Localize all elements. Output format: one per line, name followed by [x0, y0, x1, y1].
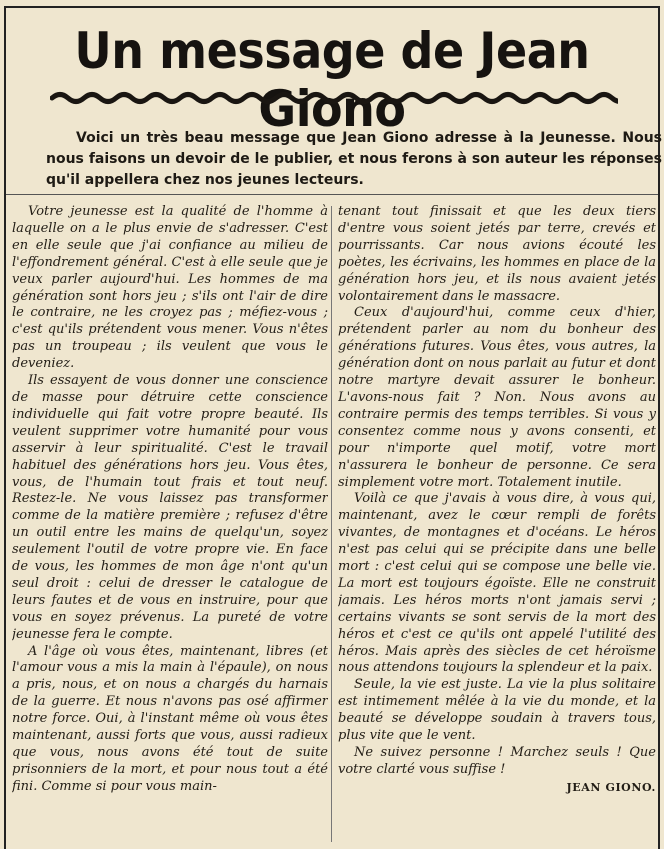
decorative-wave-divider [50, 89, 618, 107]
right-paragraph-1: tenant tout finissait et que les deux tiers d'entre vous soient jetés par terre, crevés et pourrissants. Car nous avions écouté les poètes, les écrivains, les hommes en place de la génération hors jeu, et ils nous avaient jetés volontairement dans le massacre. [338, 204, 656, 304]
intro-paragraph [46, 128, 662, 191]
left-column [12, 204, 328, 844]
right-paragraph-4: Seule, la vie est juste. La vie la plus solitaire est intimement mêlée à la vie du monde, et la beauté se développe soudain à travers tous, plus vite que le vent. [338, 677, 656, 744]
left-paragraph-2: Ils essayent de vous donner une conscience de masse pour détruire cette conscience individuelle qui fait votre propre beauté. Ils veulent supprimer votre humanité pour vous asservir à leur spiritualité. C'est le travail habituel des générations hors jeu. Vous êtes, vous, de l'humain tout frais et tout neuf. Restez-le. Ne vous laissez pas transformer comme de la matière première ; refusez d'être un outil entre les mains de quelqu'un, soyez seulement l'outil de votre propre vie. En face de vous, les hommes de mon âge n'ont qu'un seul droit : celui de dresser le catalogue de leurs fautes et de vous en instruire, pour que vous en soyez prévenus. La pureté de votre jeunesse fera le compte. [12, 373, 328, 642]
right-column [338, 204, 656, 844]
intro-text: Voici un très beau message que Jean Giono adresse à la Jeunesse. Nous nous faisons un devoir de le publier, et nous ferons à son auteur les réponses qu'il appellera chez nos jeunes lecteurs. [46, 130, 662, 188]
article-title: Un message de Jean Giono [74, 22, 590, 138]
frame-top-border [4, 6, 660, 8]
frame-left-border [4, 6, 6, 849]
right-paragraph-3: Voilà ce que j'avais à vous dire, à vous qui, maintenant, avez le cœur rempli de forêts vivantes, de montagnes et d'océans. Le héros n'est pas celui qui se précipite dans une belle mort : c'est celui qui se compose une belle vie. La mort est toujours égoïste. Elle ne construit jamais. Les héros morts n'ont jamais servi ; certains vivants se sont servis de la mort des héros et c'est ce qu'ils ont appelé l'utilité des héros. Mais après des siècles de cet héroïsme nous attendons toujours la splendeur et la paix. [338, 491, 656, 676]
right-paragraph-5: Ne suivez personne ! Marchez seuls ! Que votre clarté vous suffise ! [338, 745, 656, 777]
horizontal-rule [6, 194, 658, 195]
right-paragraph-2: Ceux d'aujourd'hui, comme ceux d'hier, prétendent parler au nom du bonheur des générations futures. Vous êtes, vous autres, la génération dont on nous parlait au futur et dont notre martyre devait assurer le bonheur. L'avons-nous fait ? Non. Nous avons au contraire permis des temps terribles. Si vous y consentez comme nous y avons consenti, et pour n'importe quel motif, votre mort n'assurera le bonheur de personne. Ce sera simplement votre mort. Totalement inutile. [338, 305, 656, 490]
column-separator [331, 206, 332, 842]
left-paragraph-1: Votre jeunesse est la qualité de l'homme à laquelle on a le plus envie de s'adresser. C'est en elle seule que j'ai confiance au milieu de l'effondrement général. C'est à elle seule que je veux parler aujourd'hui. Les hommes de ma génération sont hors jeu ; s'ils ont l'air de dire le contraire, ne les croyez pas ; méfiez-vous ; c'est qu'ils prétendent vous mener. Vous n'êtes pas un troupeau ; ils veulent que vous le deveniez. [12, 204, 328, 372]
left-paragraph-3: A l'âge où vous êtes, maintenant, libres (et l'amour vous a mis la main à l'épaule), on nous a pris, nous, et on nous a chargés du harnais de la guerre. Et nous n'avons pas osé affirmer notre force. Oui, à l'instant même où vous êtes maintenant, aussi forts que vous, aussi radieux que vous, nous avons été tout de suite prisonniers de la mort, et pour nous tout a été fini. Comme si pour vous main- [12, 643, 328, 794]
signature: JEAN GIONO. [566, 780, 656, 794]
